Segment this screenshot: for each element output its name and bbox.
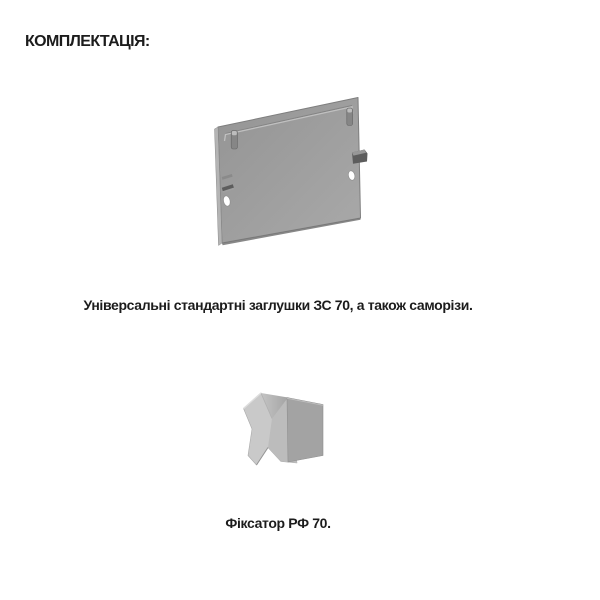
- caption-end-cap: Універсальні стандартні заглушки ЗС 70, а також саморізи.: [83, 297, 473, 313]
- clip-peg-right: [347, 108, 353, 126]
- end-cap-figure: [190, 90, 390, 255]
- page-title: КОМПЛЕКТАЦІЯ:: [25, 33, 150, 50]
- fixator-figure: [233, 383, 333, 478]
- clip-peg-left: [231, 131, 237, 150]
- fixator-end-panel: [287, 398, 323, 463]
- caption-fixator: Фіксатор РФ 70.: [225, 515, 331, 531]
